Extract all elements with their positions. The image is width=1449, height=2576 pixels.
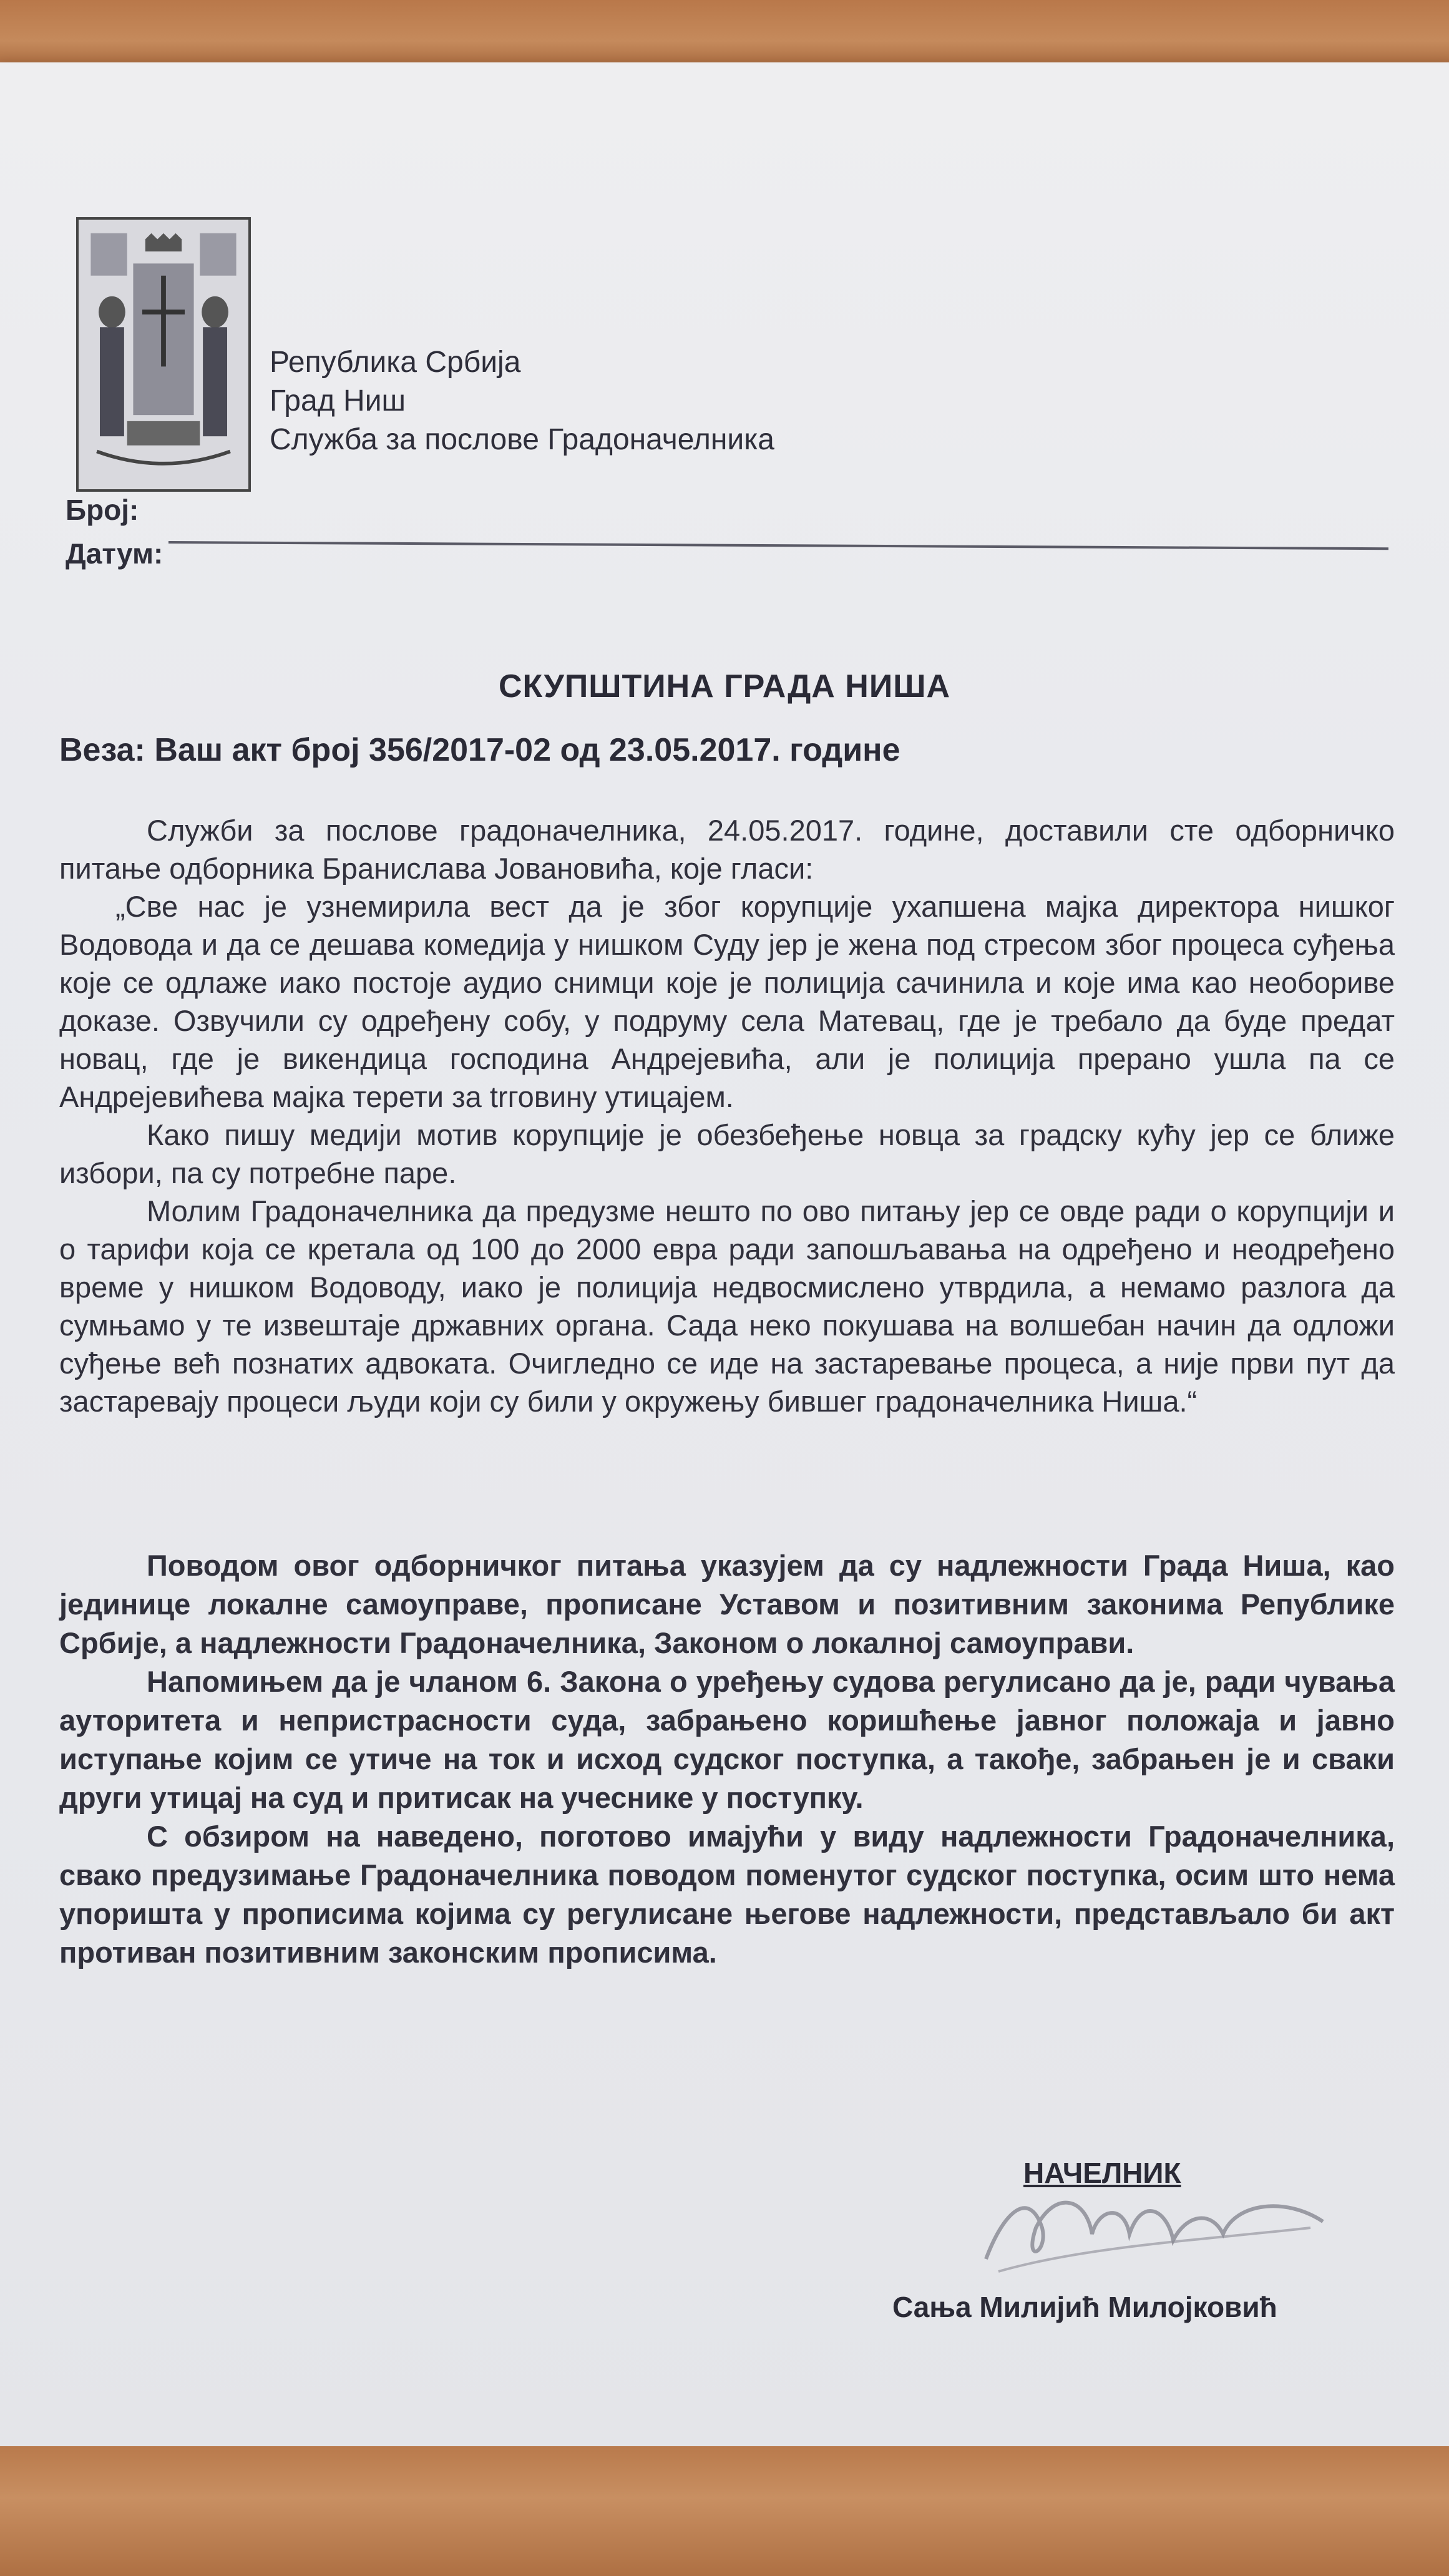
- signatory-name: Сања Милијић Милојковић: [892, 2291, 1277, 2323]
- coat-of-arms-image: [76, 217, 251, 492]
- response-paragraph-2: Напомињем да је чланом 6. Закона о уређењу судова регулисано да је, ради чувања ауторитета и непристрасности суда, забрањено коришћење јавног положаја и јавно иступање којим се утиче на ток и исход судског поступка, а такође, забрањен је и сваки други утицај на суд и притисак на учеснике у поступку.: [59, 1665, 1395, 1814]
- header-line-service: Служба за послове Градоначелника: [270, 423, 774, 456]
- coat-of-arms-icon: [79, 220, 248, 489]
- desk-surface-bottom: [0, 2446, 1449, 2576]
- quote-paragraph-3: Молим Градоначелника да предузме нешто по ово питању јер се овде ради о корупцији и о тарифи која се кретала од 100 до 2000 евра ради запошљавања на одређено и неодређено време у нишком Водоводу, иако је полиција недвосмислено утврдила, а немамо разлога да сумњамо у те извештаје државних органа. Сада неко покушава на волшебан начин да одложи суђење већ познатих адвоката. Очигледно се иде на застаревање процеса, а није први пут да застаревају процеси људи који су били у окружењу бившег градоначелника Ниша.“: [59, 1194, 1395, 1418]
- quote-paragraph-1: „Све нас је узнемирила вест да је због корупције ухапшена мајка директора нишког Водовода и да се дешава комедија у нишком Суду јер је жена под стресом због процеса суђења које се одлаже иако постоје аудио снимци које је полиција сачинила и које има као необориве доказе. Озвучили су одређену собу, у подруму села Матевац, где је требало да буде предат новац, где је викендица господина Андрејевића, али је полиција прерано ушла па се Андрејевићева мајка терети за trговину утицајем.: [59, 890, 1395, 1113]
- broj-label: Број:: [66, 494, 139, 526]
- document-title: СКУПШТИНА ГРАДА НИША: [498, 668, 951, 705]
- document-page: [0, 62, 1449, 2452]
- intro-text: Служби за послове градоначелника, 24.05.2017. године, доставили сте одборничко питање одборника Бранислава Јовановића, које гласи:: [59, 814, 1395, 885]
- response-section: [59, 1546, 1395, 1972]
- document-content: [0, 62, 1449, 2452]
- desk-surface-top: [0, 0, 1449, 69]
- header-line-city: Град Ниш: [270, 384, 406, 417]
- header-line-republic: Република Србија: [270, 346, 521, 379]
- datum-label: Датум:: [66, 537, 163, 570]
- response-paragraph-1: Поводом овог одборничког питања указујем да су надлежности Града Ниша, као јединице локалне самоуправе, прописане Уставом и позитивним законима Републике Србије, а надлежности Градоначелника, Законом о локалној самоуправи.: [59, 1549, 1395, 1659]
- quoted-question: [59, 887, 1395, 1420]
- response-paragraph-3: С обзиром на наведено, поготово имајући у виду надлежности Градоначелника, свако предузимање Градоначелника поводом поменутог судског поступка, осим што нема упоришта у прописима којима су регулисане његове надлежности, представљало би акт противан позитивним законским прописима.: [59, 1820, 1395, 1969]
- quote-paragraph-2: Како пишу медији мотив корупције је обезбеђење новца за градску кућу јер се ближе избори, па су потребне паре.: [59, 1118, 1395, 1189]
- issuer-header: [270, 343, 774, 459]
- intro-paragraph: [59, 811, 1395, 887]
- signatory-title: НАЧЕЛНИК: [1023, 2157, 1181, 2189]
- reference-line: Веза: Ваш акт број 356/2017-02 од 23.05.2017. године: [59, 732, 900, 768]
- header-divider: [168, 541, 1388, 550]
